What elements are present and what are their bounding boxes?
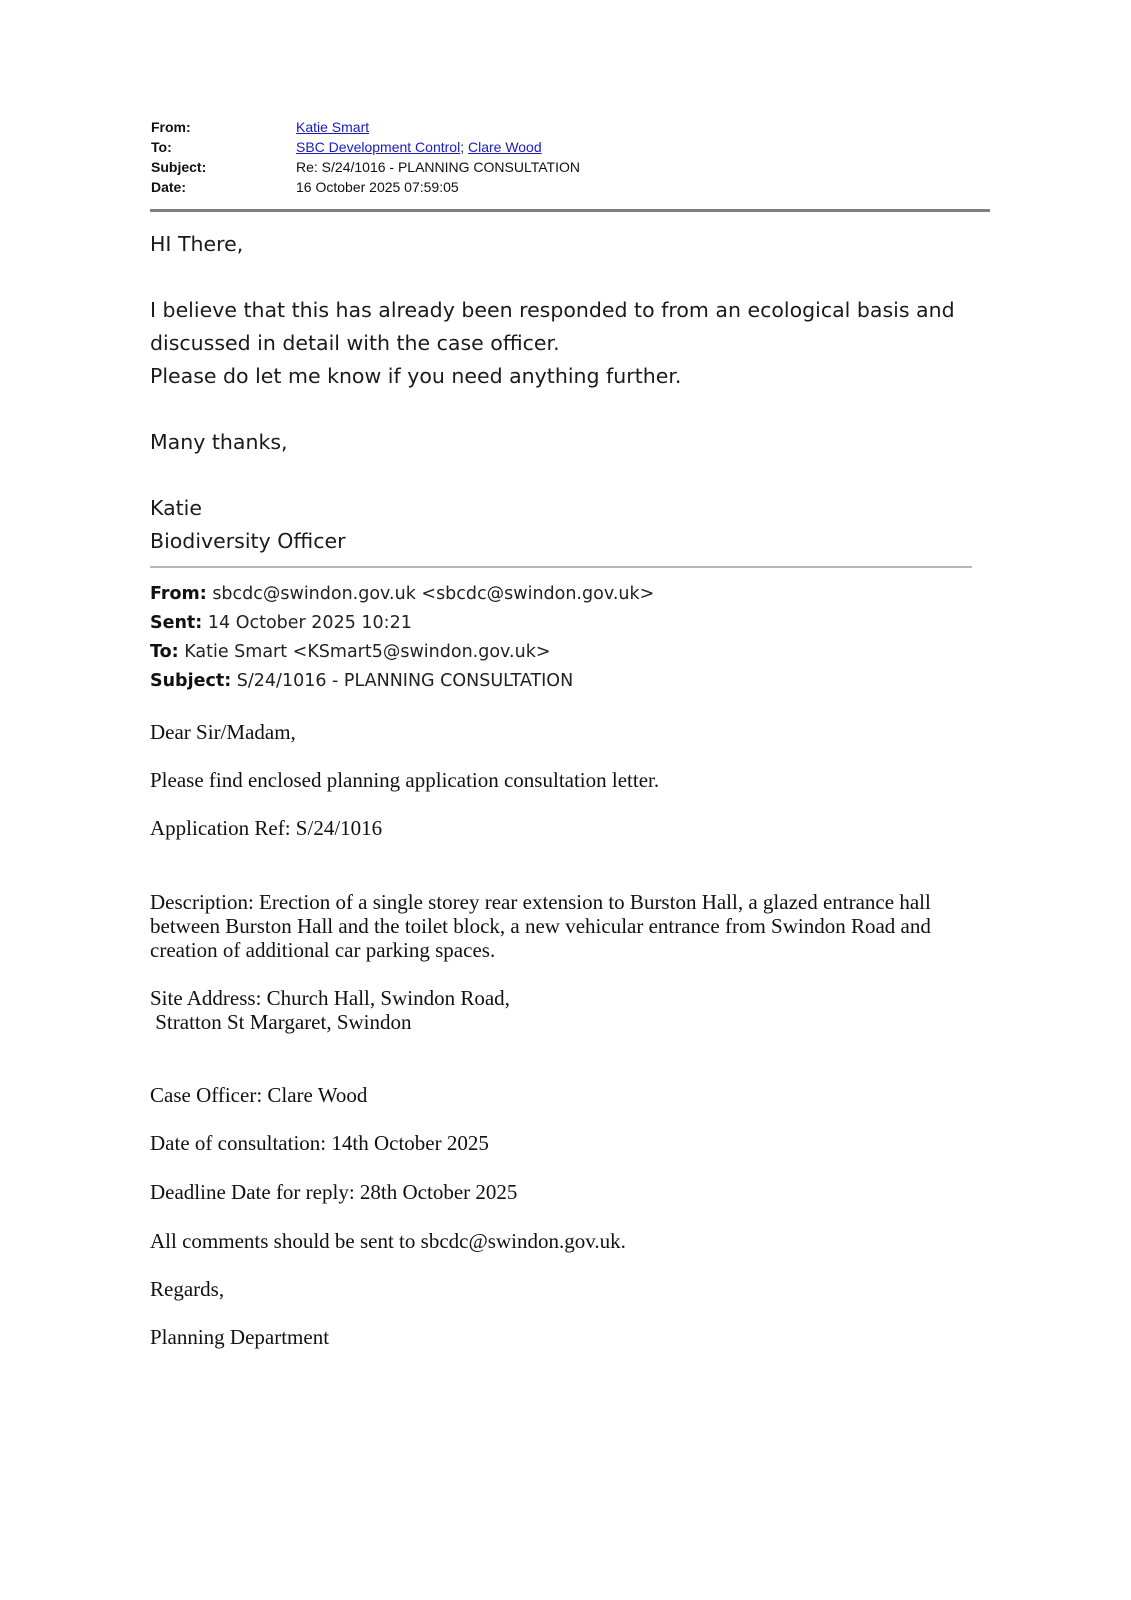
quoted-sent-label: Sent: bbox=[150, 613, 203, 633]
reply-line: discussed in detail with the case officer. bbox=[150, 331, 560, 355]
quoted-subject-row bbox=[150, 667, 980, 696]
description-line: Description: Erection of a single storey rear extension to Burston Hall, a glazed entrance hall bbox=[150, 890, 931, 914]
site-address-line: Site Address: Church Hall, Swindon Road, bbox=[150, 986, 510, 1010]
quoted-from: sbcdc@swindon.gov.uk <sbcdc@swindon.gov.uk> bbox=[212, 584, 655, 604]
deadline-date: Deadline Date for reply: 28th October 2025 bbox=[150, 1180, 518, 1204]
case-officer: Case Officer: Clare Wood bbox=[150, 1083, 368, 1107]
quoted-sent: 14 October 2025 10:21 bbox=[207, 613, 412, 633]
header-subject-label: Subject: bbox=[151, 159, 207, 175]
quote-divider bbox=[150, 566, 972, 568]
header-to-row bbox=[151, 137, 991, 157]
description-line: between Burston Hall and the toilet block, a new vehicular entrance from Swindon Road and bbox=[150, 914, 931, 938]
quoted-from-label: From: bbox=[150, 584, 207, 604]
sender-link[interactable]: Katie Smart bbox=[296, 119, 370, 135]
quoted-to-row bbox=[150, 638, 980, 667]
email-header bbox=[151, 117, 991, 197]
reply-line: Please do let me know if you need anything further. bbox=[150, 364, 682, 388]
planning-department-signature: Planning Department bbox=[150, 1325, 330, 1349]
header-subject: Re: S/24/1016 - PLANNING CONSULTATION bbox=[296, 159, 580, 175]
reply-greeting: HI There, bbox=[150, 232, 244, 256]
quoted-subject-label: Subject: bbox=[150, 671, 232, 691]
quoted-subject: S/24/1016 - PLANNING CONSULTATION bbox=[236, 671, 574, 691]
reply-closing: Many thanks, bbox=[150, 430, 288, 454]
recipient-link-1[interactable]: SBC Development Control bbox=[296, 139, 461, 155]
recipient-separator: ; bbox=[460, 139, 465, 155]
consultation-date: Date of consultation: 14th October 2025 bbox=[150, 1131, 489, 1155]
header-to-label: To: bbox=[151, 139, 172, 155]
reply-signature-role: Biodiversity Officer bbox=[150, 529, 346, 553]
quoted-header bbox=[150, 580, 980, 696]
header-date-label: Date: bbox=[151, 179, 187, 195]
original-salutation: Dear Sir/Madam, bbox=[150, 720, 296, 744]
quoted-sent-row bbox=[150, 609, 980, 638]
reply-line: I believe that this has already been responded to from an ecological basis and bbox=[150, 298, 955, 322]
description-line: creation of additional car parking spaces. bbox=[150, 938, 496, 962]
quoted-from-row bbox=[150, 580, 980, 609]
reply-body bbox=[150, 228, 980, 558]
header-date-row bbox=[151, 177, 991, 197]
header-from-label: From: bbox=[151, 119, 191, 135]
regards: Regards, bbox=[150, 1277, 225, 1301]
site-address-line: Stratton St Margaret, Swindon bbox=[150, 1010, 412, 1034]
quoted-to-label: To: bbox=[150, 642, 179, 662]
header-divider bbox=[150, 209, 990, 212]
quoted-to: Katie Smart <KSmart5@swindon.gov.uk> bbox=[184, 642, 551, 662]
recipient-link-2[interactable]: Clare Wood bbox=[467, 139, 542, 155]
header-subject-row bbox=[151, 157, 991, 177]
reply-signature-name: Katie bbox=[150, 496, 202, 520]
comments-instruction: All comments should be sent to sbcdc@swindon.gov.uk. bbox=[150, 1229, 626, 1253]
header-from-row bbox=[151, 117, 991, 137]
header-date: 16 October 2025 07:59:05 bbox=[296, 179, 459, 195]
original-intro: Please find enclosed planning application consultation letter. bbox=[150, 768, 660, 792]
application-ref: Application Ref: S/24/1016 bbox=[150, 816, 383, 840]
